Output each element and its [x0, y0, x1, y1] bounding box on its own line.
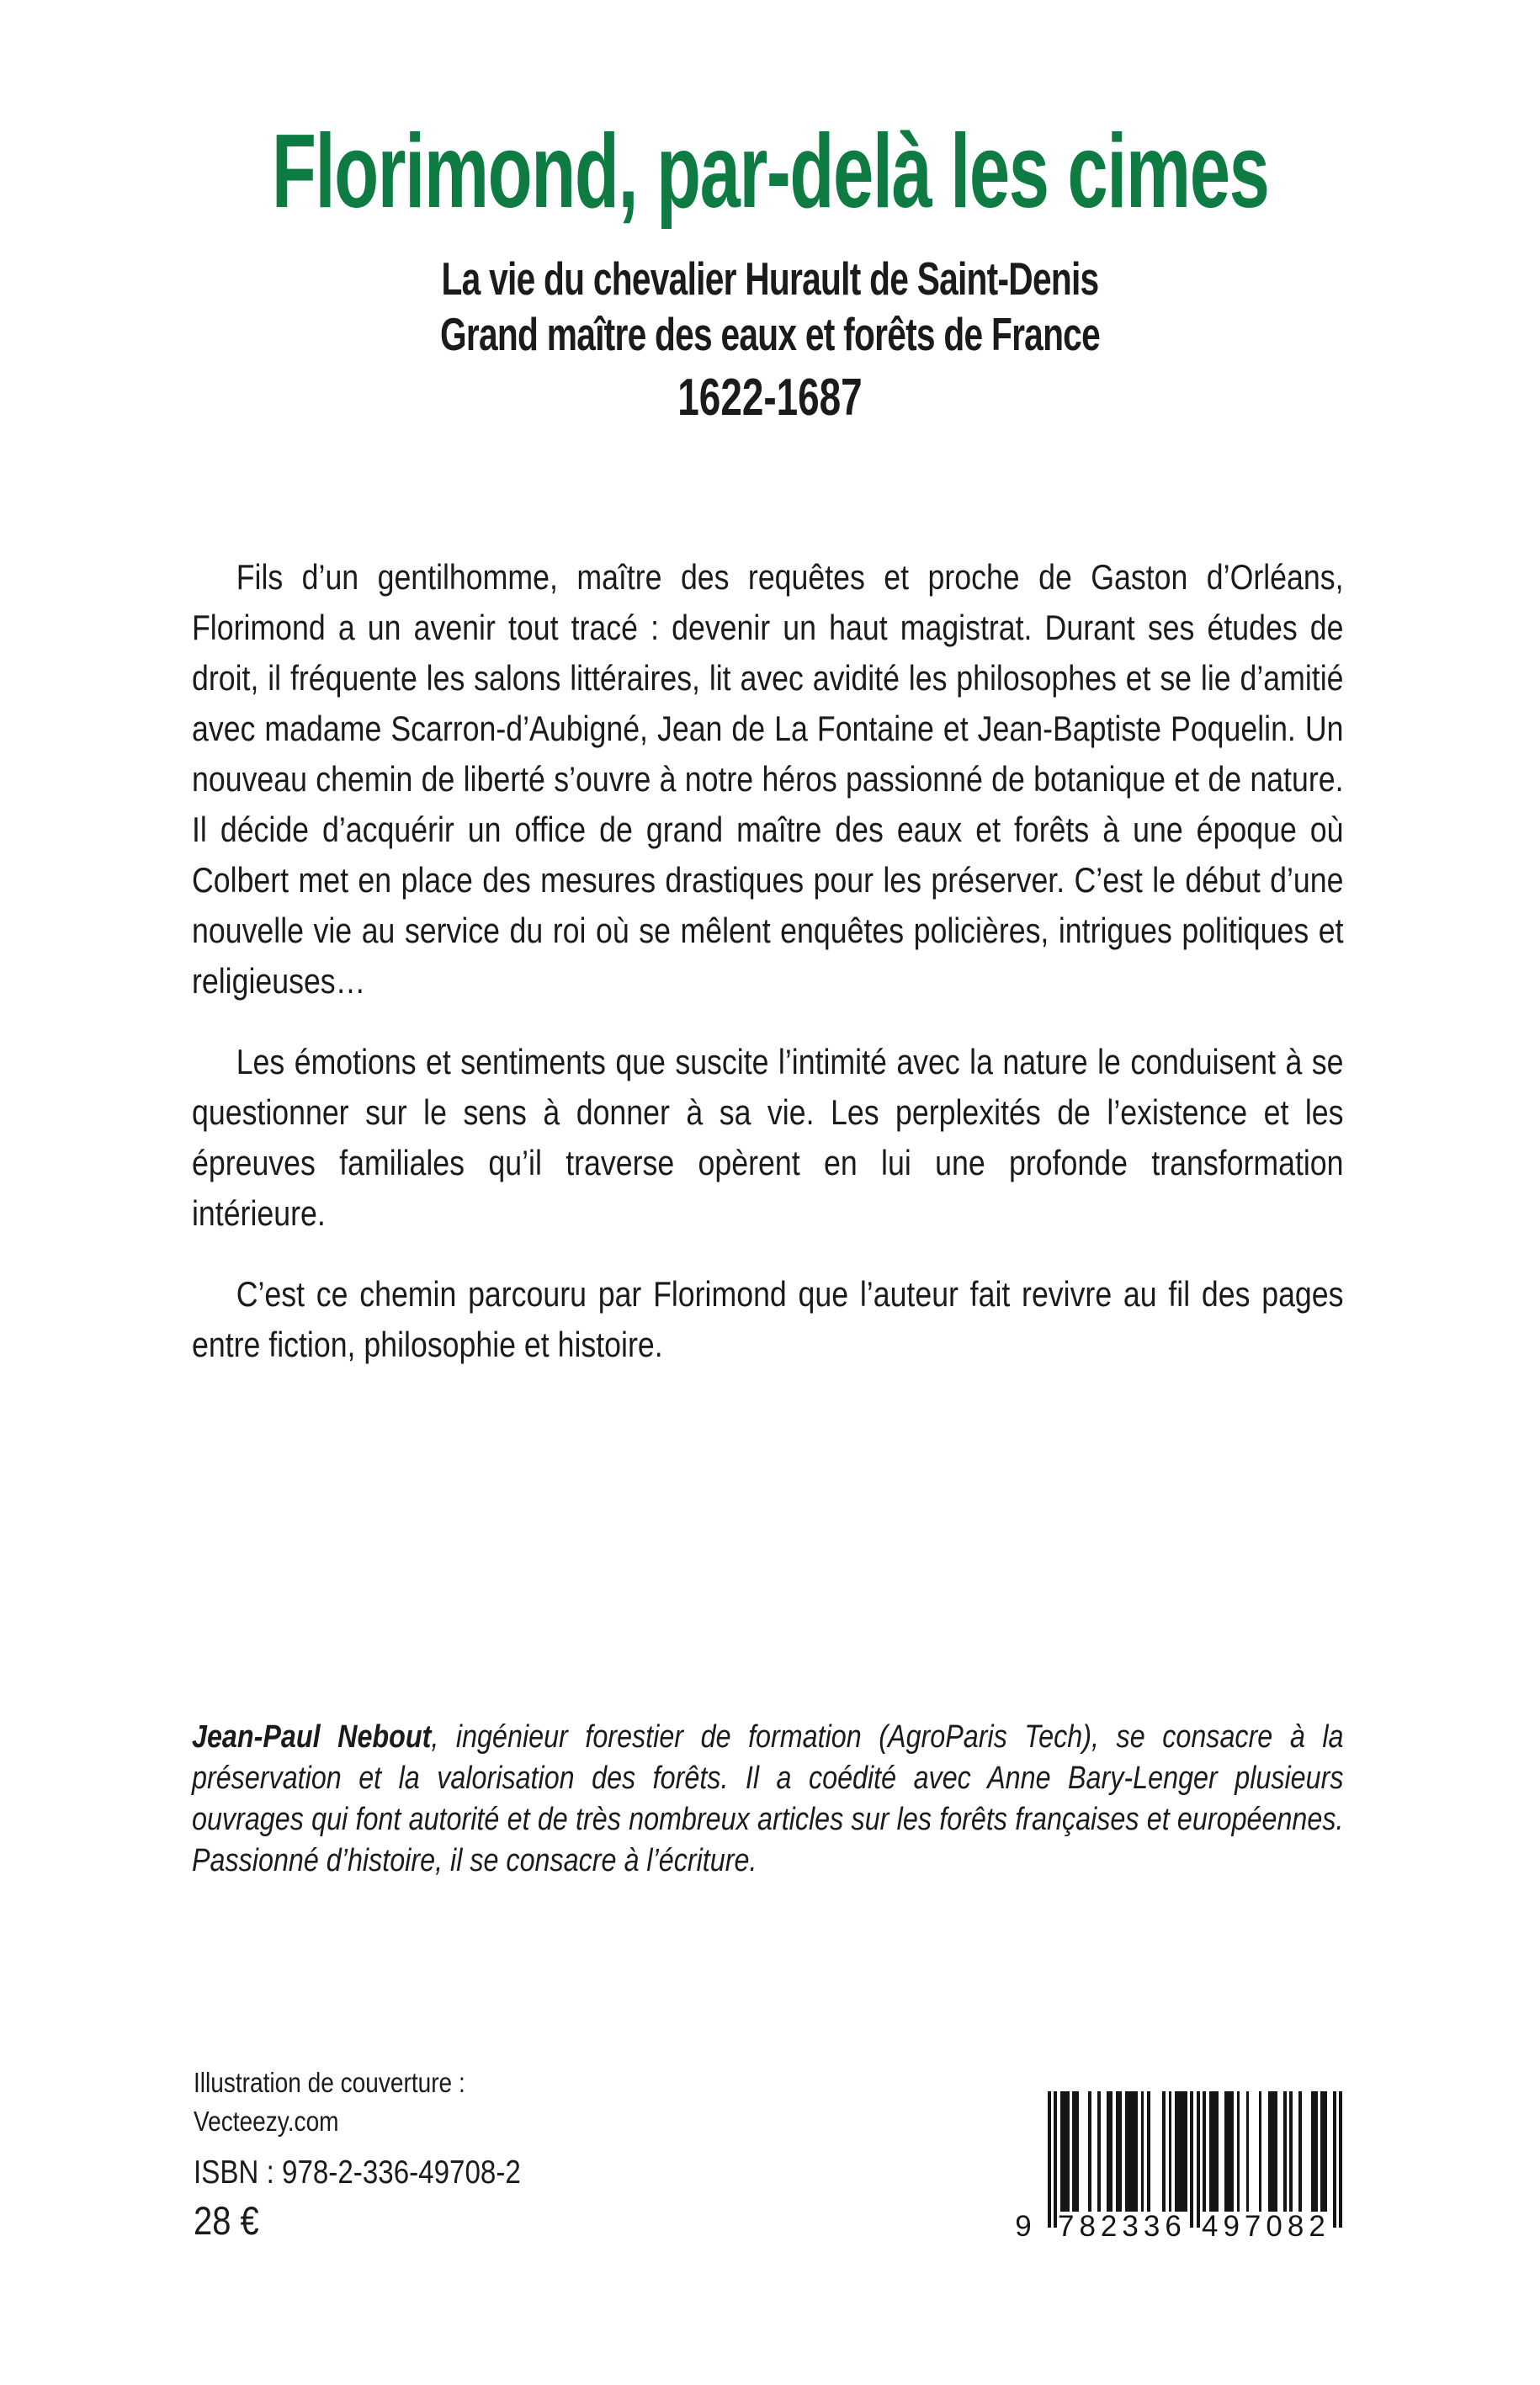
barcode-digits-right: 497082 — [1202, 2210, 1330, 2243]
book-subtitle-line2: Grand maître des eaux et forêts de France — [440, 308, 1100, 360]
barcode-bars — [1048, 2091, 1342, 2228]
cover-credit-line2: Vecteezy.com — [194, 2106, 339, 2137]
barcode-digits-left: 782336 — [1058, 2210, 1187, 2243]
author-bio-text: , ingénieur forestier de formation (AgroParis Tech), se consacre à la préservation et la valorisation des forêts. Il a coédité avec Anne Bary-Lenger plusieurs ouvrages qui font autorité et de très nombreux articles sur les forêts françaises et européennes. Passionné d’histoire, il se consacre à l’écriture. — [192, 1719, 1344, 1878]
barcode-digit-lead: 9 — [1015, 2210, 1032, 2243]
synopsis-paragraph-1: Fils d’un gentilhomme, maître des requêtes et proche de Gaston d’Orléans, Florimond a un avenir tout tracé : devenir un haut magistrat. Durant ses études de droit, il fréquente les salons littéraires, lit avec avidité les philosophes et se lie d’amitié avec madame Scarron-d’Aubigné, Jean de La Fontaine et Jean-Baptiste Poquelin. Un nouveau chemin de liberté s’ouvre à notre héros passionné de botanique et de nature. Il décide d’acquérir un office de grand maître des eaux et forêts à une époque où Colbert met en place des mesures drastiques pour les préserver. C’est le début d’une nouvelle vie au service du roi où se mêlent enquêtes policières, intrigues politiques et religieuses… — [192, 557, 1344, 1001]
barcode-digits — [1015, 2210, 1342, 2244]
cover-credit-line1: Illustration de couverture : — [194, 2067, 465, 2098]
book-dates: 1622-1687 — [677, 369, 863, 427]
title-block — [0, 114, 1540, 230]
author-bio-paragraph — [192, 1717, 1344, 1882]
cover-credit — [194, 2064, 465, 2141]
subtitle-block — [200, 251, 1340, 429]
author-bio — [192, 1717, 1344, 1882]
book-title: Florimond, par-delà les cimes — [271, 114, 1269, 230]
synopsis-paragraph-2: Les émotions et sentiments que suscite l’intimité avec la nature le conduisent à se questionner sur le sens à donner à sa vie. Les perplexités de l’existence et les épreuves familiales qu’il traverse opèrent en lui une profonde transformation intérieure. — [192, 1042, 1344, 1233]
price: 28 € — [194, 2198, 259, 2243]
book-subtitle-line1: La vie du chevalier Hurault de Saint-Denis — [441, 252, 1099, 305]
synopsis — [192, 552, 1344, 1400]
isbn: ISBN : 978-2-336-49708-2 — [194, 2154, 521, 2191]
ean13-barcode — [1015, 2091, 1342, 2251]
synopsis-paragraph-3: C’est ce chemin parcouru par Florimond que l’auteur fait revivre au fil des pages entre fiction, philosophie et histoire. — [192, 1274, 1344, 1364]
author-name: Jean-Paul Nebout — [192, 1719, 432, 1755]
